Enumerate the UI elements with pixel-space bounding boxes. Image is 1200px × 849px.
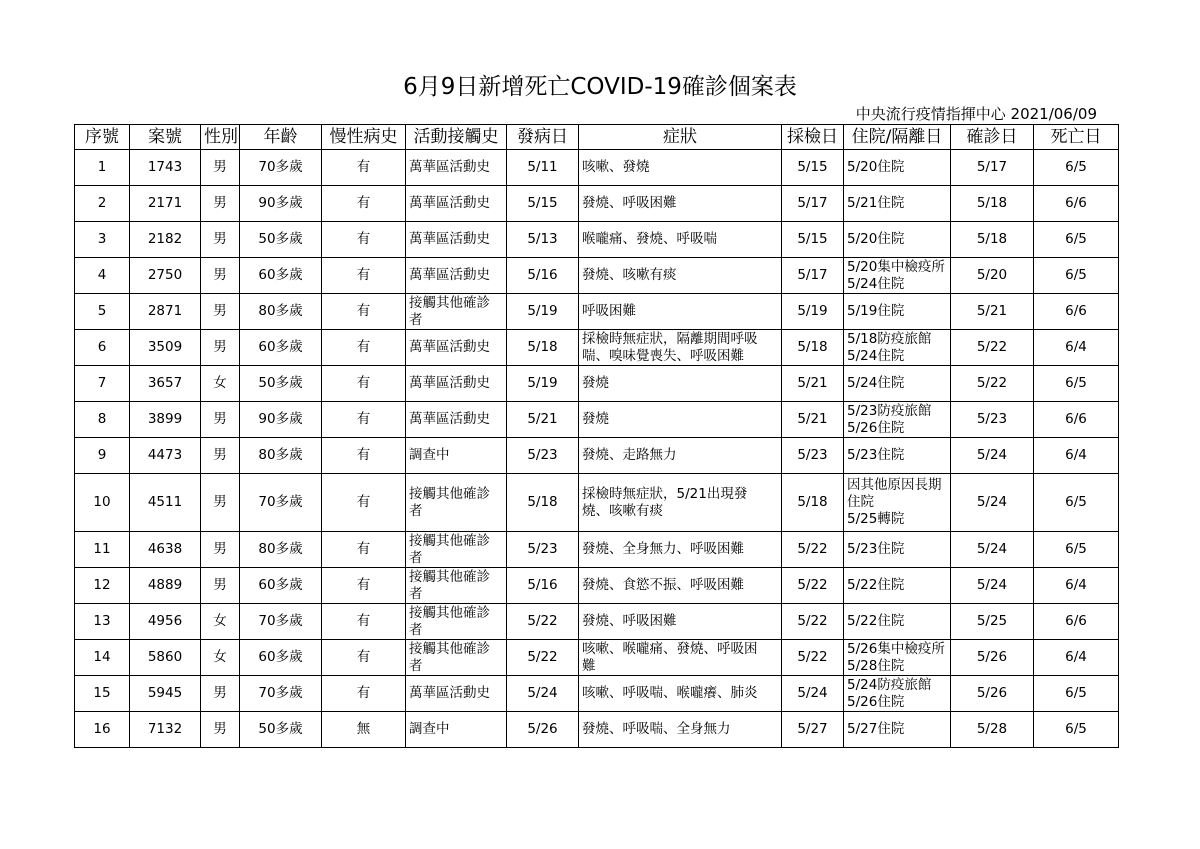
cell-chronic: 有 — [322, 474, 406, 532]
cell-hospital — [844, 532, 951, 568]
cell-confirm: 5/24 — [951, 532, 1034, 568]
table-header-row — [75, 125, 1119, 150]
cell-sample: 5/22 — [782, 604, 844, 640]
cell-no: 14 — [75, 640, 130, 676]
cell-symptoms-line: 燒、咳嗽有痰 — [582, 502, 663, 519]
table-row — [75, 438, 1119, 474]
cell-contact: 接觸其他確診者 — [406, 532, 507, 568]
cell-sample: 5/21 — [782, 402, 844, 438]
cell-symptoms-line: 發燒、食慾不振、呼吸困難 — [582, 577, 744, 593]
cell-death: 6/5 — [1034, 258, 1119, 294]
cell-symptoms — [579, 438, 782, 474]
cell-contact: 接觸其他確診者 — [406, 604, 507, 640]
cell-death: 6/5 — [1034, 222, 1119, 258]
table-row — [75, 676, 1119, 712]
cell-confirm: 5/18 — [951, 222, 1034, 258]
cell-hospital-line: 5/19住院 — [847, 303, 905, 319]
cell-death: 6/5 — [1034, 712, 1119, 748]
cell-hospital-line: 因其他原因長期 — [847, 477, 942, 493]
cell-chronic: 無 — [322, 712, 406, 748]
cell-hospital — [844, 640, 951, 676]
cell-confirm: 5/26 — [951, 640, 1034, 676]
cell-onset: 5/18 — [507, 474, 579, 532]
cell-case: 2871 — [130, 294, 201, 330]
cell-symptoms-line: 採檢時無症狀，隔離期間呼吸 — [582, 330, 758, 347]
cell-case: 5860 — [130, 640, 201, 676]
cell-sample: 5/18 — [782, 474, 844, 532]
cell-onset: 5/19 — [507, 366, 579, 402]
cell-symptoms — [579, 568, 782, 604]
table-row — [75, 402, 1119, 438]
cell-symptoms-line: 發燒、呼吸困難 — [582, 613, 677, 629]
cell-age: 60多歲 — [240, 330, 322, 366]
cell-chronic: 有 — [322, 330, 406, 366]
cell-chronic: 有 — [322, 568, 406, 604]
cell-contact: 萬華區活動史 — [406, 222, 507, 258]
cell-symptoms-line: 發燒、咳嗽有痰 — [582, 267, 677, 283]
cell-no: 2 — [75, 186, 130, 222]
header-symptoms: 症狀 — [579, 125, 782, 150]
cell-age: 50多歲 — [240, 222, 322, 258]
cell-hospital-line: 5/23住院 — [847, 541, 905, 557]
cell-sample: 5/15 — [782, 150, 844, 186]
cell-confirm: 5/28 — [951, 712, 1034, 748]
cell-hospital-line: 5/26住院 — [847, 693, 905, 710]
cell-age: 80多歲 — [240, 294, 322, 330]
cell-hospital — [844, 330, 951, 366]
cell-hospital-line: 5/23防疫旅館 — [847, 402, 932, 419]
header-hospital: 住院/隔離日 — [844, 125, 951, 150]
table-row — [75, 568, 1119, 604]
cell-hospital-line: 5/24住院 — [847, 375, 905, 391]
cell-confirm: 5/25 — [951, 604, 1034, 640]
cell-death: 6/4 — [1034, 438, 1119, 474]
cell-death: 6/6 — [1034, 604, 1119, 640]
cell-age: 60多歲 — [240, 640, 322, 676]
cell-hospital — [844, 438, 951, 474]
cell-chronic: 有 — [322, 186, 406, 222]
cell-no: 9 — [75, 438, 130, 474]
cell-case: 4889 — [130, 568, 201, 604]
table-row — [75, 604, 1119, 640]
cell-symptoms — [579, 366, 782, 402]
cell-hospital-line: 5/18防疫旅館 — [847, 330, 932, 347]
cell-hospital-line: 5/28住院 — [847, 657, 905, 674]
cell-contact: 接觸其他確診者 — [406, 640, 507, 676]
header-confirm: 確診日 — [951, 125, 1034, 150]
cell-symptoms — [579, 330, 782, 366]
cell-hospital-line: 5/24住院 — [847, 275, 905, 292]
cell-symptoms-line: 咳嗽、發燒 — [582, 159, 650, 175]
cell-case: 7132 — [130, 712, 201, 748]
cell-no: 13 — [75, 604, 130, 640]
header-chronic: 慢性病史 — [322, 125, 406, 150]
cell-symptoms — [579, 474, 782, 532]
cell-no: 15 — [75, 676, 130, 712]
cell-no: 7 — [75, 366, 130, 402]
cell-symptoms-line: 喘、嗅味覺喪失、呼吸困難 — [582, 347, 744, 364]
table-row — [75, 532, 1119, 568]
cell-case: 2750 — [130, 258, 201, 294]
cell-hospital-line: 5/25轉院 — [847, 511, 905, 527]
cell-chronic: 有 — [322, 366, 406, 402]
source-and-date: 中央流行疫情指揮中心 2021/06/09 — [855, 105, 1097, 123]
cell-contact: 萬華區活動史 — [406, 402, 507, 438]
cell-sex: 男 — [201, 402, 240, 438]
cell-hospital-line: 5/22住院 — [847, 577, 905, 593]
cell-symptoms-line: 咳嗽、呼吸喘、喉嚨癢、肺炎 — [582, 685, 758, 701]
cell-sample: 5/23 — [782, 438, 844, 474]
cell-symptoms-line: 發燒、呼吸喘、全身無力 — [582, 721, 731, 737]
cell-no: 3 — [75, 222, 130, 258]
header-sex: 性別 — [201, 125, 240, 150]
cell-sample: 5/22 — [782, 568, 844, 604]
document-title: 6月9日新增死亡COVID-19確診個案表 — [403, 74, 797, 100]
cell-no: 6 — [75, 330, 130, 366]
cell-confirm: 5/24 — [951, 438, 1034, 474]
cell-contact: 接觸其他確診者 — [406, 474, 507, 532]
cell-sample: 5/24 — [782, 676, 844, 712]
cell-confirm: 5/24 — [951, 474, 1034, 532]
cell-sample: 5/22 — [782, 532, 844, 568]
cell-onset: 5/23 — [507, 438, 579, 474]
table-row — [75, 330, 1119, 366]
cell-sex: 男 — [201, 676, 240, 712]
cell-hospital — [844, 294, 951, 330]
cell-hospital-line: 住院 — [847, 494, 874, 510]
cell-hospital — [844, 568, 951, 604]
cell-death: 6/5 — [1034, 366, 1119, 402]
cell-symptoms — [579, 640, 782, 676]
header-contact: 活動接觸史 — [406, 125, 507, 150]
cell-age: 90多歲 — [240, 402, 322, 438]
cell-onset: 5/15 — [507, 186, 579, 222]
header-case: 案號 — [130, 125, 201, 150]
cell-case: 3899 — [130, 402, 201, 438]
cell-hospital — [844, 474, 951, 532]
cell-contact: 調查中 — [406, 438, 507, 474]
cell-symptoms-line: 採檢時無症狀，5/21出現發 — [582, 485, 748, 502]
cell-chronic: 有 — [322, 438, 406, 474]
cell-case: 2182 — [130, 222, 201, 258]
cell-no: 12 — [75, 568, 130, 604]
table-row — [75, 294, 1119, 330]
cell-death: 6/5 — [1034, 532, 1119, 568]
cell-symptoms-line: 發燒 — [582, 375, 609, 391]
cell-sex: 女 — [201, 640, 240, 676]
cell-sex: 男 — [201, 330, 240, 366]
cell-death: 6/4 — [1034, 640, 1119, 676]
cell-contact: 萬華區活動史 — [406, 330, 507, 366]
cell-contact: 萬華區活動史 — [406, 366, 507, 402]
cell-sample: 5/22 — [782, 640, 844, 676]
cell-case: 4511 — [130, 474, 201, 532]
cell-hospital — [844, 604, 951, 640]
cell-symptoms-line: 喉嚨痛、發燒、呼吸喘 — [582, 231, 717, 247]
cell-no: 4 — [75, 258, 130, 294]
table-row — [75, 366, 1119, 402]
cell-sex: 男 — [201, 150, 240, 186]
cell-death: 6/5 — [1034, 676, 1119, 712]
cell-sex: 男 — [201, 568, 240, 604]
cell-no: 16 — [75, 712, 130, 748]
cell-hospital-line: 5/20住院 — [847, 159, 905, 175]
cell-symptoms — [579, 712, 782, 748]
cell-symptoms — [579, 186, 782, 222]
table-row — [75, 712, 1119, 748]
cell-death: 6/6 — [1034, 294, 1119, 330]
cell-symptoms-line: 發燒、全身無力、呼吸困難 — [582, 541, 744, 557]
cell-hospital — [844, 222, 951, 258]
cell-case: 1743 — [130, 150, 201, 186]
cell-symptoms-line: 咳嗽、喉嚨痛、發燒、呼吸困 — [582, 640, 758, 657]
cell-confirm: 5/22 — [951, 366, 1034, 402]
cell-sex: 男 — [201, 438, 240, 474]
cell-onset: 5/24 — [507, 676, 579, 712]
cell-hospital — [844, 186, 951, 222]
cell-age: 60多歲 — [240, 258, 322, 294]
cell-chronic: 有 — [322, 294, 406, 330]
cell-onset: 5/26 — [507, 712, 579, 748]
cell-hospital — [844, 258, 951, 294]
cell-symptoms-line: 發燒 — [582, 411, 609, 427]
cell-sample: 5/17 — [782, 186, 844, 222]
cell-death: 6/5 — [1034, 150, 1119, 186]
cell-contact: 萬華區活動史 — [406, 186, 507, 222]
cell-hospital-line: 5/20集中檢疫所 — [847, 258, 945, 275]
cell-symptoms — [579, 258, 782, 294]
cell-case: 4638 — [130, 532, 201, 568]
cell-case: 3509 — [130, 330, 201, 366]
cell-sample: 5/17 — [782, 258, 844, 294]
cell-contact: 萬華區活動史 — [406, 676, 507, 712]
cell-hospital-line: 5/21住院 — [847, 195, 905, 211]
cell-symptoms — [579, 676, 782, 712]
cell-confirm: 5/22 — [951, 330, 1034, 366]
cell-no: 1 — [75, 150, 130, 186]
table-row — [75, 640, 1119, 676]
cell-contact: 接觸其他確診者 — [406, 568, 507, 604]
cell-age: 70多歲 — [240, 474, 322, 532]
cell-no: 10 — [75, 474, 130, 532]
cell-death: 6/5 — [1034, 474, 1119, 532]
cell-confirm: 5/18 — [951, 186, 1034, 222]
cell-death: 6/6 — [1034, 186, 1119, 222]
cell-chronic: 有 — [322, 532, 406, 568]
cell-chronic: 有 — [322, 402, 406, 438]
cell-symptoms-line: 發燒、呼吸困難 — [582, 195, 677, 211]
cell-case: 2171 — [130, 186, 201, 222]
cell-confirm: 5/20 — [951, 258, 1034, 294]
cell-case: 3657 — [130, 366, 201, 402]
cell-sex: 男 — [201, 474, 240, 532]
cell-hospital-line: 5/23住院 — [847, 447, 905, 463]
cell-confirm: 5/24 — [951, 568, 1034, 604]
cell-age: 70多歲 — [240, 676, 322, 712]
cell-sample: 5/21 — [782, 366, 844, 402]
cell-hospital — [844, 150, 951, 186]
cell-symptoms — [579, 604, 782, 640]
cell-confirm: 5/23 — [951, 402, 1034, 438]
cell-chronic: 有 — [322, 222, 406, 258]
cell-sex: 女 — [201, 604, 240, 640]
cell-symptoms — [579, 222, 782, 258]
cell-symptoms-line: 難 — [582, 657, 596, 674]
cell-sex: 男 — [201, 186, 240, 222]
cell-age: 90多歲 — [240, 186, 322, 222]
cell-sex: 男 — [201, 258, 240, 294]
cell-onset: 5/22 — [507, 640, 579, 676]
cell-onset: 5/19 — [507, 294, 579, 330]
cell-sex: 男 — [201, 294, 240, 330]
header-onset: 發病日 — [507, 125, 579, 150]
cell-hospital-line: 5/24防疫旅館 — [847, 676, 932, 693]
cell-hospital — [844, 676, 951, 712]
cell-age: 70多歲 — [240, 150, 322, 186]
cell-sex: 女 — [201, 366, 240, 402]
cell-sex: 男 — [201, 532, 240, 568]
cell-onset: 5/22 — [507, 604, 579, 640]
header-no: 序號 — [75, 125, 130, 150]
cell-hospital-line: 5/27住院 — [847, 721, 905, 737]
cell-age: 80多歲 — [240, 438, 322, 474]
cell-chronic: 有 — [322, 604, 406, 640]
cell-sample: 5/15 — [782, 222, 844, 258]
cell-chronic: 有 — [322, 150, 406, 186]
cell-contact: 調查中 — [406, 712, 507, 748]
cell-onset: 5/18 — [507, 330, 579, 366]
cell-symptoms-line: 呼吸困難 — [582, 303, 636, 319]
cell-contact: 萬華區活動史 — [406, 150, 507, 186]
cell-sample: 5/27 — [782, 712, 844, 748]
cell-hospital-line: 5/26集中檢疫所 — [847, 640, 945, 657]
cell-case: 4473 — [130, 438, 201, 474]
cell-death: 6/4 — [1034, 330, 1119, 366]
cell-age: 50多歲 — [240, 366, 322, 402]
cell-confirm: 5/17 — [951, 150, 1034, 186]
cell-contact: 萬華區活動史 — [406, 258, 507, 294]
cell-no: 5 — [75, 294, 130, 330]
cell-hospital — [844, 712, 951, 748]
cell-confirm: 5/26 — [951, 676, 1034, 712]
cell-case: 5945 — [130, 676, 201, 712]
header-death: 死亡日 — [1034, 125, 1119, 150]
cell-age: 60多歲 — [240, 568, 322, 604]
table-row — [75, 150, 1119, 186]
cell-sex: 男 — [201, 712, 240, 748]
cell-age: 80多歲 — [240, 532, 322, 568]
cell-hospital — [844, 402, 951, 438]
cell-onset: 5/13 — [507, 222, 579, 258]
cell-no: 11 — [75, 532, 130, 568]
cell-hospital-line: 5/20住院 — [847, 231, 905, 247]
cell-age: 50多歲 — [240, 712, 322, 748]
cell-no: 8 — [75, 402, 130, 438]
cell-onset: 5/11 — [507, 150, 579, 186]
cell-sex: 男 — [201, 222, 240, 258]
cell-contact: 接觸其他確診者 — [406, 294, 507, 330]
table-row — [75, 186, 1119, 222]
cell-chronic: 有 — [322, 640, 406, 676]
cell-sample: 5/19 — [782, 294, 844, 330]
cell-onset: 5/16 — [507, 258, 579, 294]
table-body — [75, 150, 1119, 748]
death-case-table — [74, 124, 1119, 748]
cell-hospital — [844, 366, 951, 402]
cell-sample: 5/18 — [782, 330, 844, 366]
cell-case: 4956 — [130, 604, 201, 640]
cell-symptoms-line: 發燒、走路無力 — [582, 447, 677, 463]
cell-death: 6/4 — [1034, 568, 1119, 604]
cell-hospital-line: 5/22住院 — [847, 613, 905, 629]
cell-hospital-line: 5/24住院 — [847, 347, 905, 364]
cell-symptoms — [579, 150, 782, 186]
cell-confirm: 5/21 — [951, 294, 1034, 330]
cell-chronic: 有 — [322, 676, 406, 712]
cell-onset: 5/21 — [507, 402, 579, 438]
cell-death: 6/6 — [1034, 402, 1119, 438]
cell-hospital-line: 5/26住院 — [847, 419, 905, 436]
cell-symptoms — [579, 532, 782, 568]
header-sample: 採檢日 — [782, 125, 844, 150]
table-row — [75, 222, 1119, 258]
cell-onset: 5/16 — [507, 568, 579, 604]
header-age: 年齡 — [240, 125, 322, 150]
table-row — [75, 258, 1119, 294]
cell-age: 70多歲 — [240, 604, 322, 640]
cell-onset: 5/23 — [507, 532, 579, 568]
cell-chronic: 有 — [322, 258, 406, 294]
cell-symptoms — [579, 402, 782, 438]
cell-symptoms — [579, 294, 782, 330]
table-row — [75, 474, 1119, 532]
